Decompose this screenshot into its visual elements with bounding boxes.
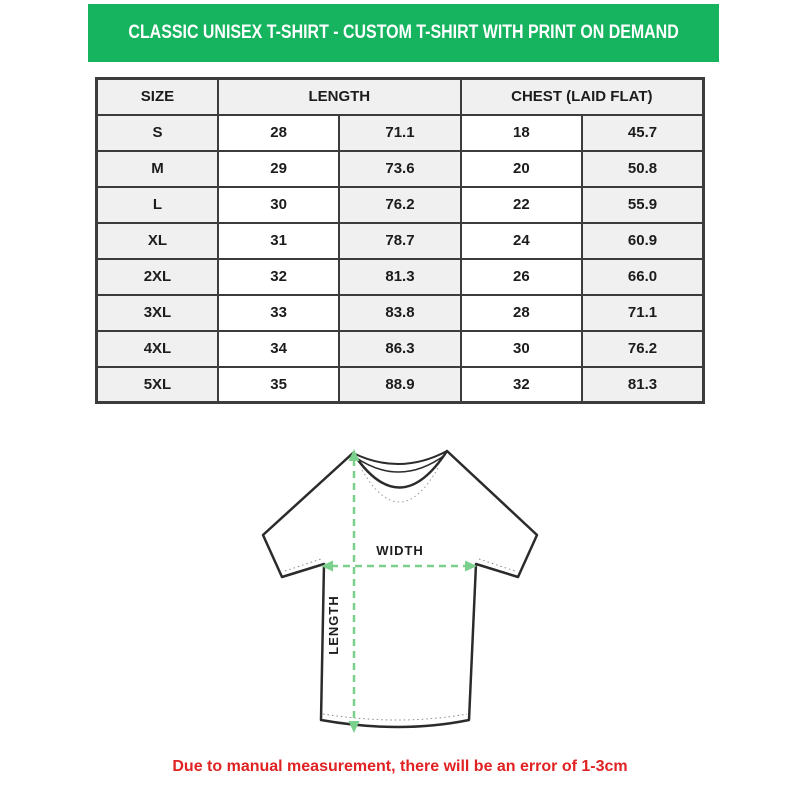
chest-cm-cell: 55.9 xyxy=(582,187,703,223)
table-row xyxy=(97,223,704,259)
size-cell: L xyxy=(97,187,218,223)
length-in-cell: 35 xyxy=(218,367,339,403)
length-column-header: LENGTH xyxy=(218,79,461,115)
size-cell: 5XL xyxy=(97,367,218,403)
size-cell: 3XL xyxy=(97,295,218,331)
chest-in-cell: 32 xyxy=(461,367,582,403)
length-in-cell: 28 xyxy=(218,115,339,151)
width-label: WIDTH xyxy=(376,543,424,558)
table-row xyxy=(97,259,704,295)
table-row xyxy=(97,151,704,187)
length-in-cell: 32 xyxy=(218,259,339,295)
length-cm-cell: 71.1 xyxy=(339,115,460,151)
table-row xyxy=(97,295,704,331)
size-cell: 2XL xyxy=(97,259,218,295)
chest-cm-cell: 45.7 xyxy=(582,115,703,151)
chest-in-cell: 28 xyxy=(461,295,582,331)
measurement-note: Due to manual measurement, there will be an error of 1-3cm xyxy=(172,758,628,775)
chest-cm-cell: 81.3 xyxy=(582,367,703,403)
chest-in-cell: 22 xyxy=(461,187,582,223)
chest-column-header: CHEST (LAID FLAT) xyxy=(461,79,704,115)
length-cm-cell: 81.3 xyxy=(339,259,460,295)
product-title-banner xyxy=(88,4,719,62)
chest-cm-cell: 71.1 xyxy=(582,295,703,331)
chest-in-cell: 30 xyxy=(461,331,582,367)
length-in-cell: 34 xyxy=(218,331,339,367)
chest-cm-cell: 60.9 xyxy=(582,223,703,259)
length-cm-cell: 78.7 xyxy=(339,223,460,259)
length-in-cell: 29 xyxy=(218,151,339,187)
length-cm-cell: 73.6 xyxy=(339,151,460,187)
size-cell: 4XL xyxy=(97,331,218,367)
size-column-header: SIZE xyxy=(97,79,218,115)
chest-cm-cell: 66.0 xyxy=(582,259,703,295)
chest-cm-cell: 76.2 xyxy=(582,331,703,367)
length-in-cell: 33 xyxy=(218,295,339,331)
chest-in-cell: 24 xyxy=(461,223,582,259)
length-cm-cell: 76.2 xyxy=(339,187,460,223)
length-cm-cell: 83.8 xyxy=(339,295,460,331)
chest-in-cell: 26 xyxy=(461,259,582,295)
table-header-row xyxy=(97,79,704,115)
tshirt-outline xyxy=(263,451,537,727)
chest-in-cell: 20 xyxy=(461,151,582,187)
length-in-cell: 31 xyxy=(218,223,339,259)
product-title: CLASSIC UNISEX T-SHIRT - CUSTOM T-SHIRT WITH PRINT ON DEMAND xyxy=(128,22,679,43)
length-cm-cell: 88.9 xyxy=(339,367,460,403)
size-cell: XL xyxy=(97,223,218,259)
table-row xyxy=(97,331,704,367)
table-row xyxy=(97,187,704,223)
chest-in-cell: 18 xyxy=(461,115,582,151)
length-cm-cell: 86.3 xyxy=(339,331,460,367)
length-label: LENGTH xyxy=(326,595,341,655)
length-in-cell: 30 xyxy=(218,187,339,223)
size-cell: S xyxy=(97,115,218,151)
size-cell: M xyxy=(97,151,218,187)
table-row xyxy=(97,367,704,403)
table-row xyxy=(97,115,704,151)
chest-cm-cell: 50.8 xyxy=(582,151,703,187)
tshirt-diagram xyxy=(260,443,540,741)
size-chart-table xyxy=(95,77,705,404)
